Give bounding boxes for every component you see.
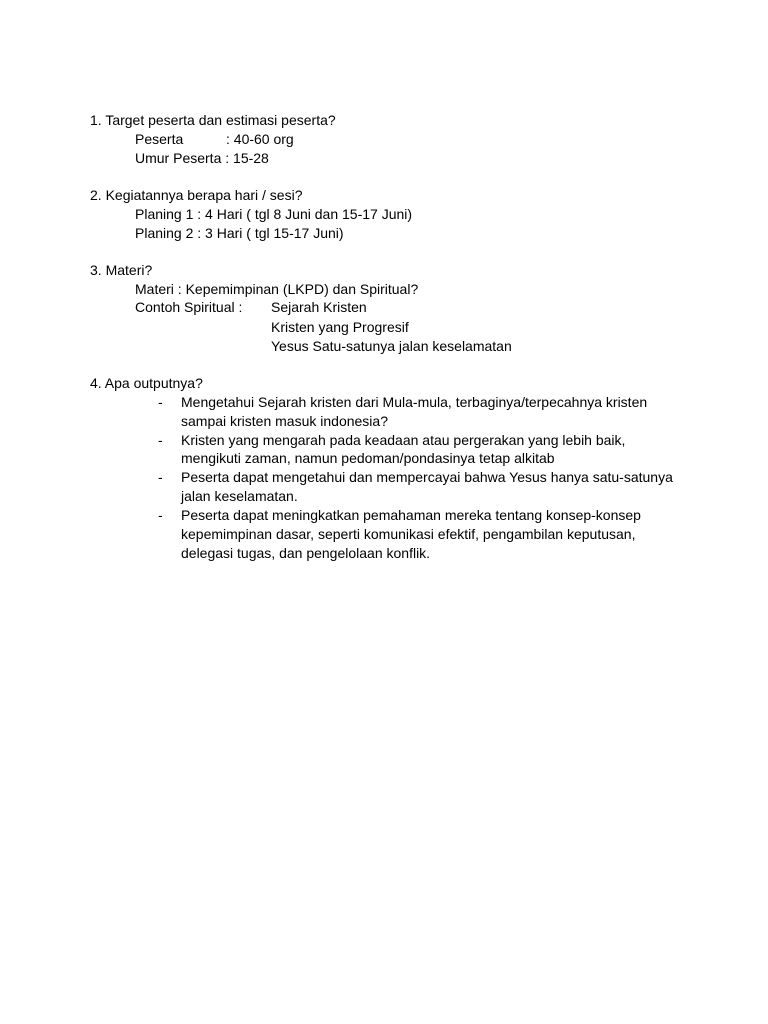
umur-peserta-line: Umur Peserta : 15-28 [135, 150, 269, 166]
bullet-text: jalan keselamatan. [181, 488, 298, 504]
peserta-label: Peserta [135, 131, 184, 147]
section-2-heading: 2. Kegiatannya berapa hari / sesi? [90, 187, 303, 203]
bullet-dash: - [158, 432, 163, 448]
bullet-dash: - [158, 394, 163, 410]
bullet-text: Kristen yang mengarah pada keadaan atau pergerakan yang lebih baik, [181, 432, 626, 448]
bullet-text: kepemimpinan dasar, seperti komunikasi efektif, pengambilan keputusan, [181, 526, 636, 542]
materi-line: Materi : Kepemimpinan (LKPD) dan Spiritual? [135, 281, 419, 297]
section-3-heading: 3. Materi? [90, 262, 153, 278]
bullet-text: mengikuti zaman, namun pedoman/pondasinya tetap alkitab [181, 450, 555, 466]
bullet-text: delegasi tugas, dan pengelolaan konflik. [181, 545, 431, 561]
bullet-text: sampai kristen masuk indonesia? [181, 413, 388, 429]
bullet-text: Mengetahui Sejarah kristen dari Mula-mula, terbaginya/terpecahnya kristen [181, 394, 648, 410]
bullet-text: Peserta dapat meningkatkan pemahaman mereka tentang konsep-konsep [181, 507, 641, 523]
contoh-item: Sejarah Kristen [271, 299, 367, 315]
section-4-heading: 4. Apa outputnya? [90, 375, 203, 391]
bullet-dash: - [158, 507, 163, 523]
bullet-text: Peserta dapat mengetahui dan mempercayai bahwa Yesus hanya satu-satunya [181, 469, 673, 485]
planing-2-line: Planing 2 : 3 Hari ( tgl 15-17 Juni) [135, 225, 344, 241]
section-1-heading: 1. Target peserta dan estimasi peserta? [90, 112, 336, 128]
contoh-item: Yesus Satu-satunya jalan keselamatan [271, 338, 512, 354]
bullet-dash: - [158, 469, 163, 485]
planing-1-line: Planing 1 : 4 Hari ( tgl 8 Juni dan 15-17 Juni) [135, 206, 413, 222]
contoh-spiritual-label: Contoh Spiritual : [135, 299, 243, 315]
peserta-value: : 40-60 org [226, 131, 294, 147]
contoh-item: Kristen yang Progresif [271, 319, 409, 335]
